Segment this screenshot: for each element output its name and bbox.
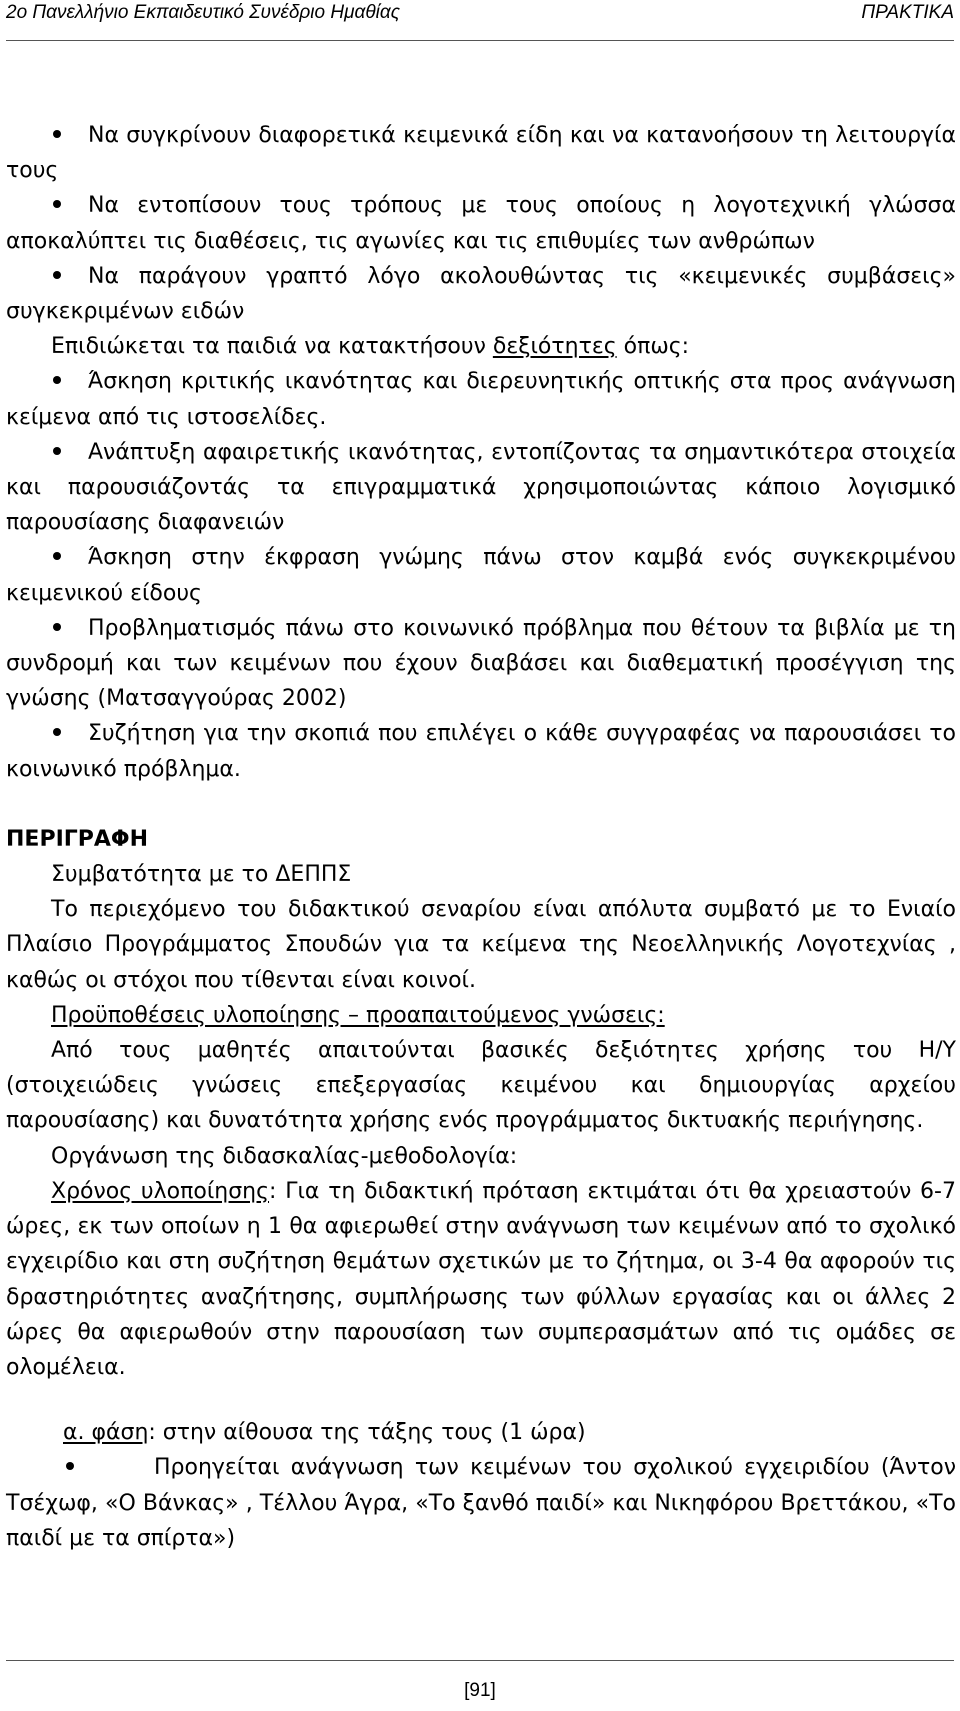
page-body bbox=[6, 118, 956, 1556]
bullet-icon bbox=[53, 376, 61, 384]
time-label: Χρόνος υλοποίησης bbox=[51, 1178, 270, 1204]
page-number: [91] bbox=[464, 1680, 496, 1701]
objective-bullet: Να παράγουν γραπτό λόγο ακολουθώντας τις «κειμενικές συμβάσεις» συγκεκριμένων ειδών bbox=[6, 263, 956, 325]
bullet-icon bbox=[53, 200, 61, 208]
phase-bullet: Προηγείται ανάγνωση των κειμένων του σχολικού εγχειριδίου (Άντον Τσέχωφ, «Ο Βάνκας» , Τέλλου Άγρα, «Το ξανθό παιδί» και Νικηφόρου Βρεττάκου, «Το παιδί με τα σπίρτα») bbox=[6, 1455, 956, 1551]
spacer bbox=[6, 1385, 956, 1415]
conference-title: 2ο Πανελλήνιο Εκπαιδευτικό Συνέδριο Ημαθίας bbox=[6, 2, 400, 23]
skills-intro: Επιδιώκεται τα παιδιά να κατακτήσουν δεξιότητες όπως: bbox=[51, 334, 690, 360]
phase-heading: α. φάση: στην αίθουσα της τάξης τους (1 ώρα) bbox=[63, 1420, 586, 1446]
bullet-icon bbox=[53, 130, 61, 138]
compat-heading: Συμβατότητα με το ΔΕΠΠΣ bbox=[51, 862, 352, 888]
bullet-icon bbox=[53, 552, 61, 560]
footer-rule bbox=[6, 1660, 954, 1661]
bullet-icon bbox=[53, 623, 61, 631]
skill-bullet: Συζήτηση για την σκοπιά που επιλέγει ο κάθε συγγραφέας να παρουσιάσει το κοινωνικό πρόβλημα. bbox=[6, 721, 956, 782]
compat-text: Το περιεχόμενο του διδακτικού σεναρίου είναι απόλυτα συμβατό με το Ενιαίο Πλαίσιο Προγράμματος Σπουδών για τα κείμενα της Νεοελληνικής Λογοτεχνίας , καθώς οι στόχοι που τίθενται είναι κοινοί. bbox=[6, 897, 956, 993]
page-header bbox=[6, 0, 954, 41]
skill-bullet: Άσκηση κριτικής ικανότητας και διερευνητικής οπτικής στα προς ανάγνωση κείμενα από τις ιστοσελίδες. bbox=[6, 369, 956, 430]
skill-bullet: Άσκηση στην έκφραση γνώμης πάνω στον καμβά ενός συγκεκριμένου κειμενικού είδους bbox=[6, 545, 956, 606]
bullet-icon bbox=[66, 1462, 74, 1470]
bullet-icon bbox=[53, 447, 61, 455]
prereq-heading: Προϋποθέσεις υλοποίησης – προαπαιτούμενος γνώσεις: bbox=[51, 1002, 665, 1028]
bullet-icon bbox=[53, 271, 61, 279]
spacer bbox=[6, 787, 956, 822]
skills-word: δεξιότητες bbox=[492, 334, 617, 360]
skill-bullet: Προβληματισμός πάνω στο κοινωνικό πρόβλημα που θέτουν τα βιβλία με τη συνδρομή και των κειμένων που έχουν διαβάσει και διαθεματική προσέγγιση της γνώσης (Ματσαγγούρας 2002) bbox=[6, 615, 956, 712]
bullet-icon bbox=[53, 728, 61, 736]
proceedings-label: ΠΡΑΚΤΙΚΑ bbox=[861, 2, 954, 23]
skill-bullet: Ανάπτυξη αφαιρετικής ικανότητας, εντοπίζοντας τα σημαντικότερα στοιχεία και παρουσιάζοντάς τα επιγραμματικά χρησιμοποιώντας κάποιο λογισμικό παρουσίασης διαφανειών bbox=[6, 439, 956, 536]
objective-bullet: Να εντοπίσουν τους τρόπους με τους οποίους η λογοτεχνική γλώσσα αποκαλύπτει τις διαθέσεις, τις αγωνίες και τις επιθυμίες των ανθρώπων bbox=[6, 193, 956, 254]
phase-label: α. φάση bbox=[63, 1420, 149, 1446]
objective-bullet: Να συγκρίνουν διαφορετικά κειμενικά είδη και να κατανοήσουν τη λειτουργία τους bbox=[6, 123, 956, 184]
section-title: ΠΕΡΙΓΡΑΦΗ bbox=[6, 826, 149, 852]
prereq-text: Από τους μαθητές απαιτούνται βασικές δεξιότητες χρήσης του Η/Υ (στοιχειώδεις γνώσεις επεξεργασίας κειμένου και δημιουργίας αρχείου παρουσίασης) και δυνατότητα χρήσης ενός προγράμματος δικτυακής περιήγησης. bbox=[6, 1038, 956, 1134]
org-heading: Οργάνωση της διδασκαλίας-μεθοδολογία: bbox=[51, 1143, 518, 1169]
time-paragraph: Χρόνος υλοποίησης: Για τη διδακτική πρόταση εκτιμάται ότι θα χρειαστούν 6-7 ώρες, εκ των οποίων η 1 θα αφιερωθεί στην ανάγνωση των κειμένων από το σχολικό εγχειρίδιο και στη συζήτηση θεμάτων σχετικών με το ζήτημα, οι 3-4 θα αφορούν τις δραστηριότητες αναζήτησης, συμπλήρωσης των φύλλων εργασίας και οι άλλες 2 ώρες θα αφιερωθούν στην παρουσίαση των συμπερασμάτων από τις ομάδες σε ολομέλεια. bbox=[6, 1178, 956, 1380]
